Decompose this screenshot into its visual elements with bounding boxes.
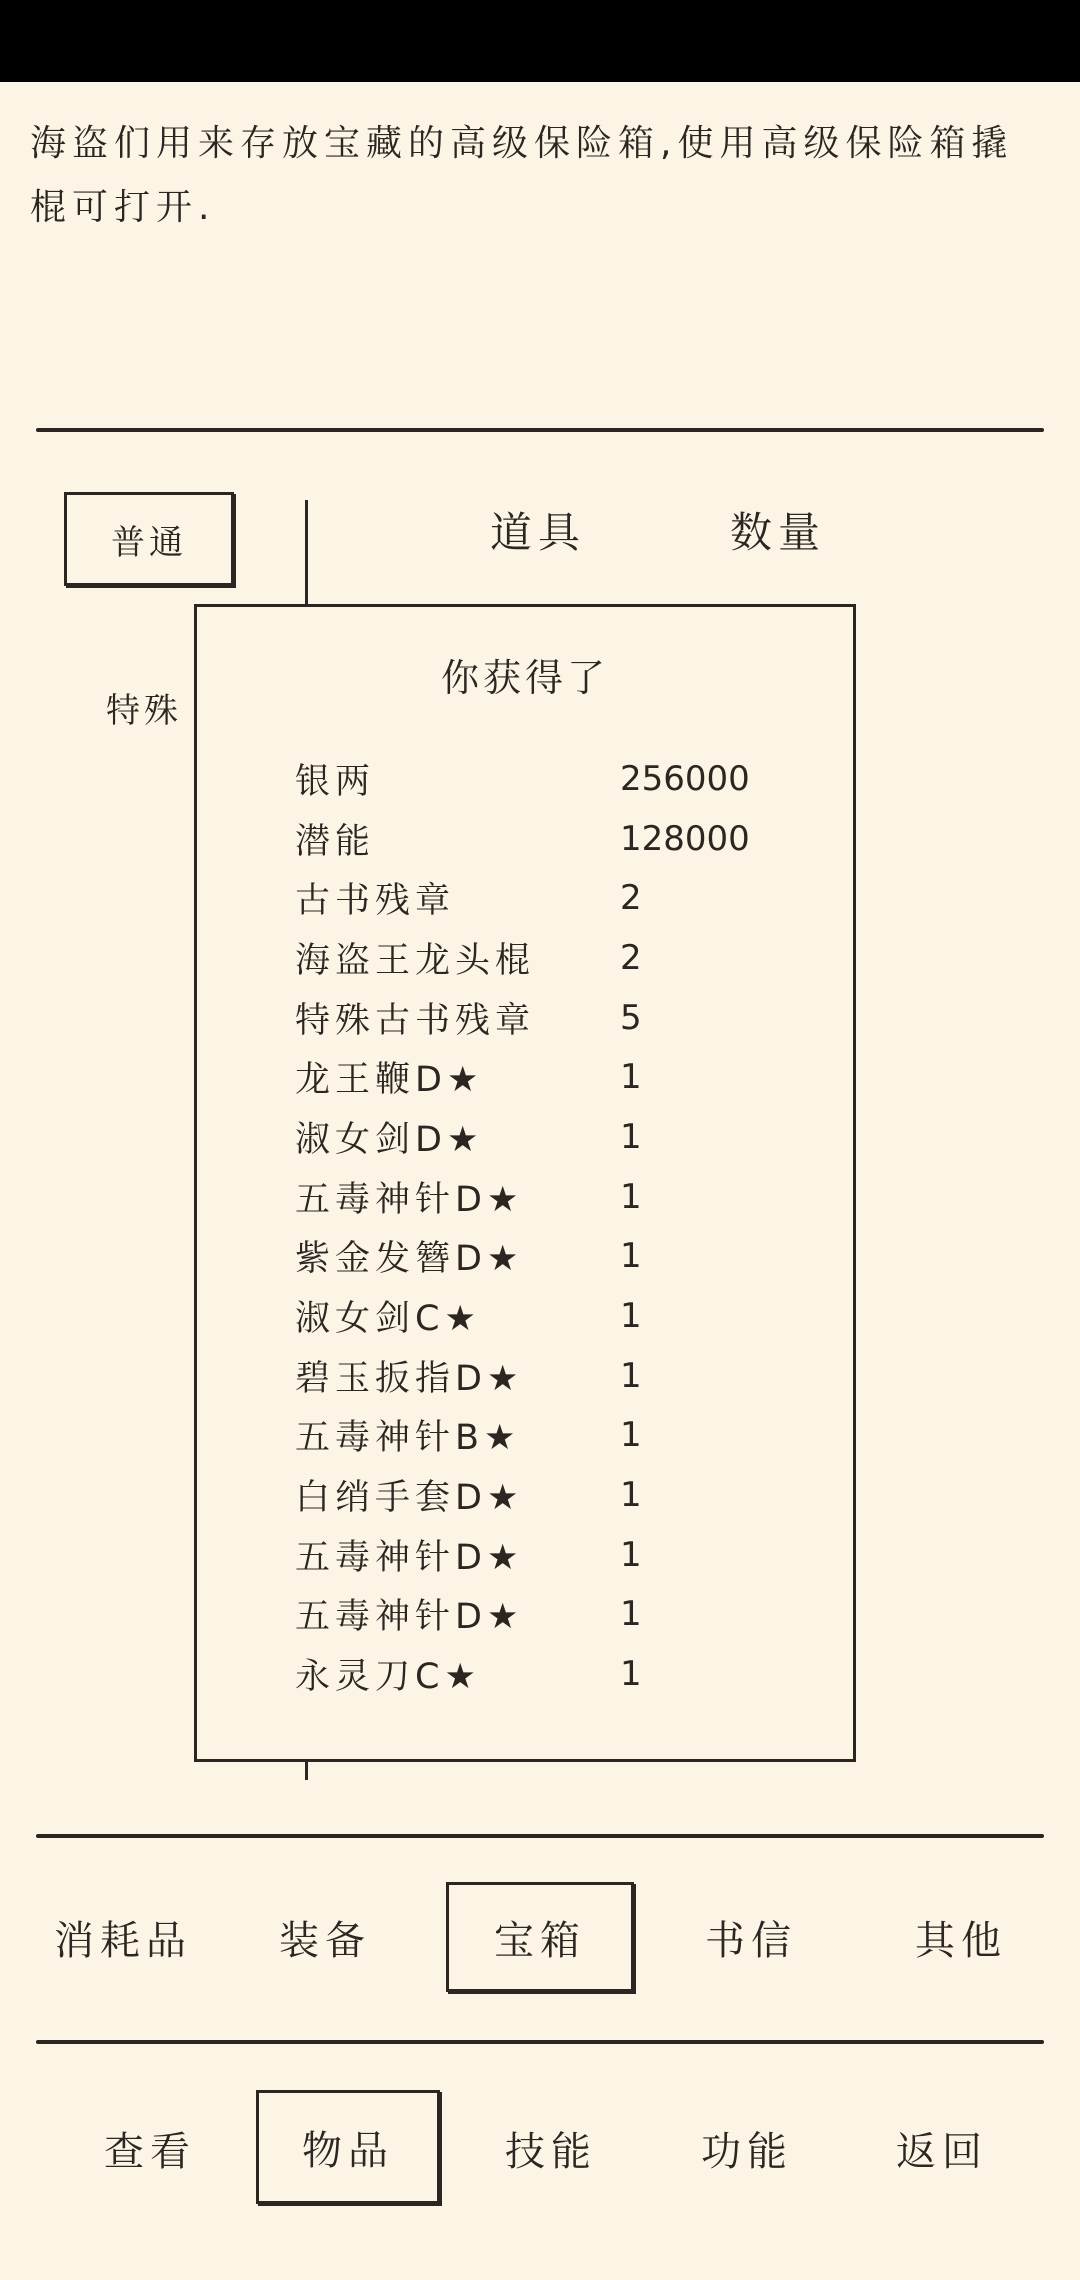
subtab-special-label: 特殊 <box>106 690 182 731</box>
category-tab-letters-label: 书信 <box>705 1917 797 1964</box>
category-tab-equipment-label: 装备 <box>279 1917 371 1964</box>
column-header-quantity: 数量 <box>730 508 827 557</box>
category-tab-letters[interactable] <box>676 1882 826 1992</box>
reward-item-count: 1 <box>620 1236 642 1277</box>
reward-item-count: 2 <box>620 878 642 919</box>
reward-item-count: 1 <box>620 1176 642 1217</box>
nav-view[interactable] <box>80 2092 220 2204</box>
nav-view-label: 查看 <box>104 2128 196 2175</box>
reward-list <box>295 749 815 1704</box>
reward-row <box>295 1585 815 1645</box>
divider-top <box>36 428 1044 432</box>
reward-row <box>295 868 815 928</box>
reward-item-name: 五毒神针D★ <box>295 1179 524 1220</box>
reward-item-name: 淑女剑D★ <box>295 1119 484 1160</box>
reward-item-count: 1 <box>620 1057 642 1098</box>
reward-popup-title: 你获得了 <box>440 656 609 700</box>
divider-bottom <box>36 2040 1044 2044</box>
reward-item-name: 碧玉扳指D★ <box>295 1358 524 1399</box>
subtab-normal[interactable] <box>64 492 234 586</box>
reward-item-count: 2 <box>620 937 642 978</box>
reward-item-count: 1 <box>620 1654 642 1695</box>
nav-skills[interactable] <box>476 2092 626 2204</box>
divider-middle <box>36 1834 1044 1838</box>
reward-item-count: 128000 <box>620 818 750 859</box>
status-bar <box>0 0 1080 82</box>
reward-row <box>295 809 815 869</box>
reward-item-name: 淑女剑C★ <box>295 1299 481 1340</box>
nav-items-label: 物品 <box>302 2127 394 2174</box>
nav-functions[interactable] <box>672 2092 822 2204</box>
item-description: 海盗们用来存放宝藏的高级保险箱,使用高级保险箱撬棍可打开. <box>30 123 1014 228</box>
nav-items[interactable] <box>256 2090 440 2204</box>
nav-functions-label: 功能 <box>701 2128 793 2175</box>
category-tab-chests[interactable] <box>446 1882 634 1992</box>
reward-item-count: 1 <box>620 1415 642 1456</box>
reward-item-name: 海盗王龙头棍 <box>295 940 536 981</box>
reward-row <box>295 1465 815 1525</box>
reward-item-count: 1 <box>620 1116 642 1157</box>
subtab-special[interactable] <box>106 680 186 734</box>
nav-back-label: 返回 <box>896 2128 988 2175</box>
reward-item-name: 银两 <box>295 761 376 802</box>
column-header-item: 道具 <box>490 508 587 557</box>
reward-item-count: 1 <box>620 1296 642 1337</box>
reward-row <box>295 1644 815 1704</box>
category-tab-consumables-label: 消耗品 <box>54 1917 192 1964</box>
reward-row <box>295 1525 815 1585</box>
reward-item-count: 1 <box>620 1594 642 1635</box>
subtab-normal-label: 普通 <box>111 522 187 563</box>
nav-back[interactable] <box>872 2092 1012 2204</box>
category-tab-others-label: 其他 <box>915 1917 1007 1964</box>
reward-item-count: 5 <box>620 997 642 1038</box>
reward-item-name: 龙王鞭D★ <box>295 1060 484 1101</box>
category-tab-others[interactable] <box>886 1882 1036 1992</box>
reward-item-name: 五毒神针D★ <box>295 1537 524 1578</box>
reward-row <box>295 1346 815 1406</box>
reward-item-count: 1 <box>620 1475 642 1516</box>
reward-item-count: 256000 <box>620 758 750 799</box>
reward-item-name: 潜能 <box>295 821 376 862</box>
reward-row <box>295 988 815 1048</box>
nav-skills-label: 技能 <box>505 2128 597 2175</box>
reward-popup[interactable] <box>194 604 856 1762</box>
reward-item-name: 古书残章 <box>295 881 456 922</box>
reward-row <box>295 749 815 809</box>
reward-row <box>295 1107 815 1167</box>
reward-item-count: 1 <box>620 1534 642 1575</box>
reward-item-name: 特殊古书残章 <box>295 1000 536 1041</box>
reward-item-name: 紫金发簪D★ <box>295 1239 524 1280</box>
reward-item-count: 1 <box>620 1355 642 1396</box>
reward-item-name: 永灵刀C★ <box>295 1657 481 1698</box>
category-tab-chests-label: 宝箱 <box>494 1917 586 1964</box>
reward-row <box>295 928 815 988</box>
reward-item-name: 五毒神针D★ <box>295 1597 524 1638</box>
reward-row <box>295 1286 815 1346</box>
reward-row <box>295 1167 815 1227</box>
reward-item-name: 白绡手套D★ <box>295 1478 524 1519</box>
reward-row <box>295 1406 815 1466</box>
category-tab-equipment[interactable] <box>250 1882 400 1992</box>
reward-row <box>295 1047 815 1107</box>
reward-row <box>295 1227 815 1287</box>
category-tab-consumables[interactable] <box>40 1882 206 1992</box>
reward-item-name: 五毒神针B★ <box>295 1418 521 1459</box>
